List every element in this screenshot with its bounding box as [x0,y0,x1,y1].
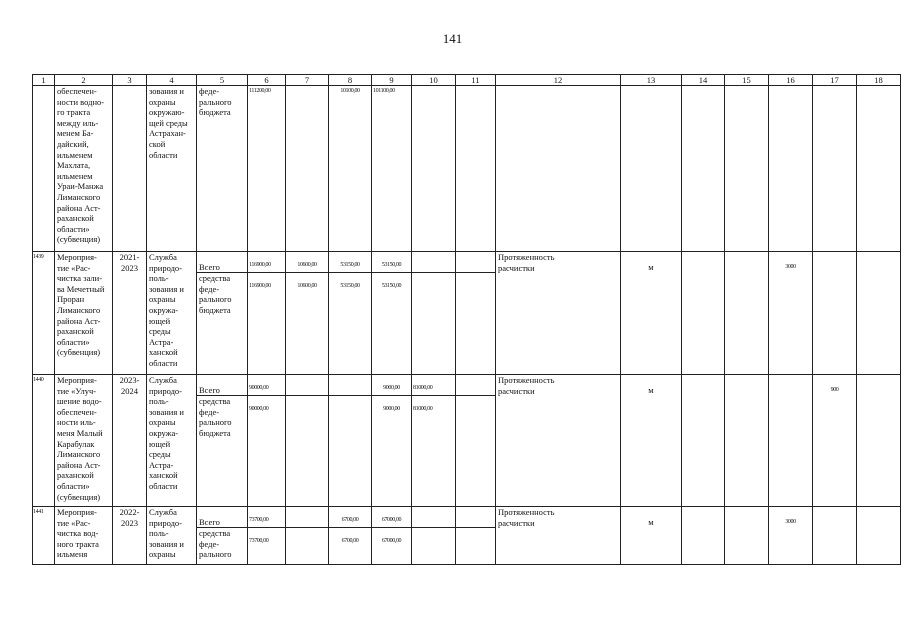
unit: м [621,507,682,565]
funding-source: феде- рального бюджета [197,86,248,252]
row-number: 1440 [33,375,55,507]
executor: Служба природо- поль- зования и охраны окружа- ющей среды Астра- ханской области [147,252,197,375]
value-col18 [857,252,901,375]
value-col18 [857,507,901,565]
col-header: 8 [329,75,372,86]
amount-col9: 53150,00 53150,00 [372,252,412,375]
funding-total-label: Всего [197,517,247,528]
value-col14 [682,375,725,507]
table-row [33,507,901,565]
amount-col10: 81000,00 81000,00 [412,375,456,507]
col-header: 12 [496,75,621,86]
value-col15 [725,375,769,507]
amount-col9: 67000,00 67000,00 [372,507,412,565]
col-header: 11 [456,75,496,86]
value-col15 [725,86,769,252]
unit: м [621,252,682,375]
col-header: 13 [621,75,682,86]
col-header: 17 [813,75,857,86]
value-col14 [682,252,725,375]
col-header: 14 [682,75,725,86]
col-header: 1 [33,75,55,86]
funding-total-label: Всего [197,262,247,273]
amount-col7: 10600,00 10600,00 [286,252,329,375]
value-col14 [682,507,725,565]
table-row [33,252,901,375]
budget-table [32,74,901,565]
amount-col6: 116900,00 116900,00 [248,252,286,375]
amount-col10 [412,252,456,375]
amount-col7 [286,375,329,507]
col-header: 9 [372,75,412,86]
amount-col6: 73700,00 73700,00 [248,507,286,565]
table-row [33,375,901,507]
unit: м [621,375,682,507]
unit [621,86,682,252]
amount-col6: 90000,00 90000,00 [248,375,286,507]
amount-col9: 101100,00 [372,86,412,252]
value-col14 [682,86,725,252]
funding-total-label: Всего [197,385,247,396]
funding-source [197,375,248,507]
row-number: 1441 [33,507,55,565]
measure-name: Мероприя- тие «Улуч- шение водо- обеспечен- ности иль- меня Малый Карабулак Лиманского района Аст- раханской области» (субвенция) [55,375,113,507]
value-col17: 900 [813,375,857,507]
col-header: 5 [197,75,248,86]
col-header: 4 [147,75,197,86]
indicator-name [496,86,621,252]
amount-col8: 53150,00 53150,00 [329,252,372,375]
amount-col9: 9000,00 9000,00 [372,375,412,507]
col-header: 7 [286,75,329,86]
col-header: 3 [113,75,147,86]
header-row [33,75,901,86]
executor: Служба природо- поль- зования и охраны [147,507,197,565]
col-header: 6 [248,75,286,86]
amount-col11 [456,507,496,565]
value-col15 [725,252,769,375]
indicator-name: Протяженность расчистки [496,507,621,565]
value-col17 [813,507,857,565]
amount-col11 [456,86,496,252]
measure-name: обеспечен- ности водно- го тракта между иль- менем Ба- дайский, ильменем Махлата, ильменем Ураи-Манжа Лиманского района Аст- раханской области» (субвенция) [55,86,113,252]
value-col16 [769,375,813,507]
page-number: 141 [442,31,463,46]
indicator-name: Протяженность расчистки [496,375,621,507]
measure-name: Мероприя- тие «Рас- чистка вод- ного тракта ильменя [55,507,113,565]
value-col15 [725,507,769,565]
value-col16: 3000 [769,507,813,565]
executor: Служба природо- поль- зования и охраны окружа- ющей среды Астра- ханской области [147,375,197,507]
executor: зования и охраны окружаю- щей среды Астрахан- ской области [147,86,197,252]
amount-col8: 10100,00 [329,86,372,252]
amount-col6: 111200,00 [248,86,286,252]
row-number: 1439 [33,252,55,375]
value-col18 [857,375,901,507]
amount-col11 [456,375,496,507]
amount-col10 [412,507,456,565]
period: 2021- 2023 [113,252,147,375]
value-col17 [813,86,857,252]
col-header: 15 [725,75,769,86]
funding-source [197,507,248,565]
table-row [33,86,901,252]
funding-federal-label: средства феде- рального [199,528,232,560]
value-col16: 3000 [769,252,813,375]
amount-col10 [412,86,456,252]
period: 2022- 2023 [113,507,147,565]
funding-source [197,252,248,375]
measure-name: Мероприя- тие «Рас- чистка зали- ва Мечетный Проран Лиманского района Аст- раханской области» (субвенция) [55,252,113,375]
period [113,86,147,252]
indicator-name: Протяженность расчистки [496,252,621,375]
funding-federal-label: средства феде- рального бюджета [199,396,232,438]
value-col17 [813,252,857,375]
amount-col11 [456,252,496,375]
amount-col8 [329,375,372,507]
value-col16 [769,86,813,252]
amount-col7 [286,507,329,565]
value-col18 [857,86,901,252]
col-header: 10 [412,75,456,86]
col-header: 16 [769,75,813,86]
col-header: 2 [55,75,113,86]
amount-col7 [286,86,329,252]
funding-federal-label: средства феде- рального бюджета [199,273,232,315]
row-number [33,86,55,252]
col-header: 18 [857,75,901,86]
period: 2023- 2024 [113,375,147,507]
amount-col8: 6700,00 6700,00 [329,507,372,565]
